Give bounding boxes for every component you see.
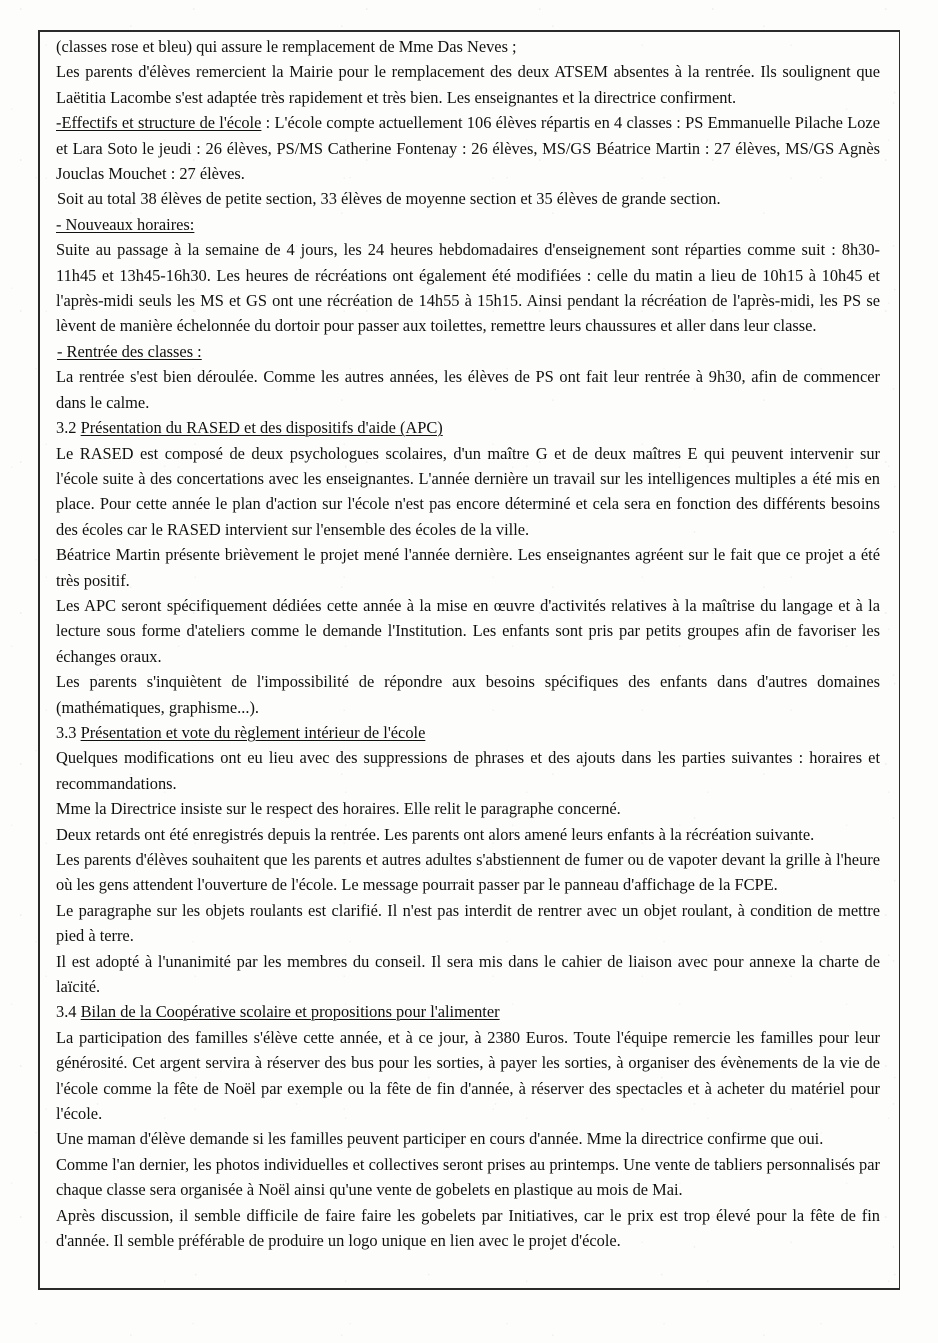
paragraph-rased-composition: Le RASED est composé de deux psychologues scolaires, d'un maître G et de deux maîtres E qui peuvent intervenir sur l'école suite à des concertations avec les enseignantes. L'année dernière un travail sur les intelligences multiples a été mis en place. Pour cette année le plan d'action sur l'école n'est pas encore déterminé et cela sera en fonction des différents besoins des écoles car le RASED intervient sur l'ensemble des écoles de la ville. [56, 443, 880, 539]
paragraph-atsem-replacement: Les parents d'élèves remercient la Mairie pour le remplacement des deux ATSEM absentes à la rentrée. Ils soulignent que Laëtitia Lacombe s'est adaptée très rapidement et très bien. Les enseignantes et la directrice confirment. [56, 62, 880, 107]
section-number-3-4: 3.4 [56, 1002, 77, 1022]
paragraph-retards: Deux retards ont été enregistrés depuis la rentrée. Les parents ont alors amené leurs enfants à la récréation suivante. [56, 824, 815, 844]
paragraph-modifications-reglement: Quelques modifications ont eu lieu avec des suppressions de phrases et des ajouts dans les parties suivantes : horaires et recommandations. [56, 748, 880, 793]
section-heading-3-2 [56, 415, 880, 440]
paragraph-directrice-horaires: Mme la Directrice insiste sur le respect des horaires. Elle relit le paragraphe concerné. [56, 799, 621, 819]
paragraph-adoption-unanimite: Il est adopté à l'unanimité par les membres du conseil. Il sera mis dans le cahier de liaison avec pour annexe la charte de laïcité. [56, 951, 880, 997]
paragraph-objets-roulants: Le paragraphe sur les objets roulants est clarifié. Il n'est pas interdit de rentrer avec un objet roulant, à condition de mettre pied à terre. [56, 900, 880, 946]
heading-rentree-des-classes: - Rentrée des classes : [57, 341, 202, 361]
section-title-3-2: Présentation du RASED et des dispositifs d'aide (APC) [80, 418, 443, 438]
paragraph-apc-ateliers: Les APC seront spécifiquement dédiées cette année à la mise en œuvre d'activités relatives à la maîtrise du langage et à la lecture sous forme d'ateliers comme le demande l'Institution. Les enfants sont pris par petits groupes afin de favoriser les échanges oraux. [56, 595, 880, 666]
paragraph-photos-et-ventes: Comme l'an dernier, les photos individuelles et collectives seront prises au printemps. Une vente de tabliers personnalisés par chaque classe sera organisée à Noël ainsi qu'une vente de gobelets en plastique au mois de Mai. [56, 1154, 880, 1200]
paragraph-nouveaux-horaires: Suite au passage à la semaine de 4 jours, les 24 heures hebdomadaires d'enseignement sont réparties comme suit : 8h30-11h45 et 13h45-16h30. Les heures de récréations ont également été modifiées : celle du matin a lieu de 10h15 à 10h45 et l'après-midi seuls les MS et GS ont une récréation de 14h55 à 15h15. Ainsi pendant la récréation de l'après-midi, les PS se lèvent de manière échelonnée du dortoir pour passer aux toilettes, remettre leurs chaussures et aller dans leur classe. [56, 240, 880, 336]
section-number-3-2: 3.2 [56, 418, 77, 438]
paragraph-gobelets-initiatives: Après discussion, il semble difficile de faire faire les gobelets par Initiatives, car le prix est trop élevé pour la fête de fin d'année. Il semble préférable de produire un logo unique en lien avec le projet d'école. [56, 1205, 880, 1251]
section-title-3-4: Bilan de la Coopérative scolaire et propositions pour l'alimenter [80, 1002, 500, 1022]
heading-effectifs: -Effectifs et structure de l'école [56, 113, 262, 133]
heading-nouveaux-horaires-line [56, 212, 880, 237]
section-heading-3-4 [56, 999, 880, 1024]
paragraph-participation-familles: La participation des familles s'élève cette année, et à ce jour, à 2380 Euros. Toute l'équipe remercie les familles pour leur générosité. Cet argent servira à réserver des bus pour les sorties, à payer les sorties, à organiser des évènements de la vie de l'école comme la fête de Noël par exemple ou la fête de fin d'année, à réserver des spectacles et à acheter du matériel pour l'école. [56, 1027, 880, 1124]
paragraph-rased-projet-precedent: Béatrice Martin présente brièvement le projet mené l'année dernière. Les enseignantes agréent sur le fait que ce projet a été très positif. [56, 545, 880, 590]
paragraph-fumer-vapoter: Les parents d'élèves souhaitent que les parents et autres adultes s'abstiennent de fumer ou de vapoter devant la grille à l'heure où les gens attendent l'ouverture de l'école. Le message pourrait passer par le panneau d'affichage de la FCPE. [56, 850, 880, 895]
heading-rentree-des-classes-line [57, 339, 880, 364]
section-number-3-3: 3.3 [56, 722, 77, 742]
paragraph-participation-cours-annee: Une maman d'élève demande si les familles peuvent participer en cours d'année. Mme la directrice confirme que oui. [56, 1129, 824, 1149]
section-title-3-3: Présentation et vote du règlement intérieur de l'école [80, 722, 426, 742]
section-heading-3-3 [56, 720, 880, 745]
effectifs-text: : L'école compte actuellement 106 élèves répartis en 4 classes : PS Emmanuelle Pilache Loze et Lara Soto le jeudi : 26 élèves, PS/MS Catherine Fontenay : 26 élèves, MS/GS Béatrice Martin : 27 élèves, MS/GS Agnès Jouclas Mouchet : 27 élèves. [56, 113, 880, 184]
paragraph-parents-inquietude: Les parents s'inquiètent de l'impossibilité de répondre aux besoins spécifiques des enfants dans d'autres domaines (mathématiques, graphisme...). [56, 672, 880, 717]
document-text-body [48, 34, 894, 1254]
paragraph-rentree-des-classes: La rentrée s'est bien déroulée. Comme les autres années, les élèves de PS ont fait leur rentrée à 9h30, afin de commencer dans le calme. [56, 367, 880, 412]
paragraph-effectifs [56, 110, 880, 186]
heading-nouveaux-horaires: - Nouveaux horaires: [56, 214, 195, 234]
paragraph-total-effectifs: Soit au total 38 élèves de petite section, 33 élèves de moyenne section et 35 élèves de grande section. [57, 189, 721, 209]
paragraph-intro-continuation: (classes rose et bleu) qui assure le remplacement de Mme Das Neves ; [56, 37, 517, 56]
